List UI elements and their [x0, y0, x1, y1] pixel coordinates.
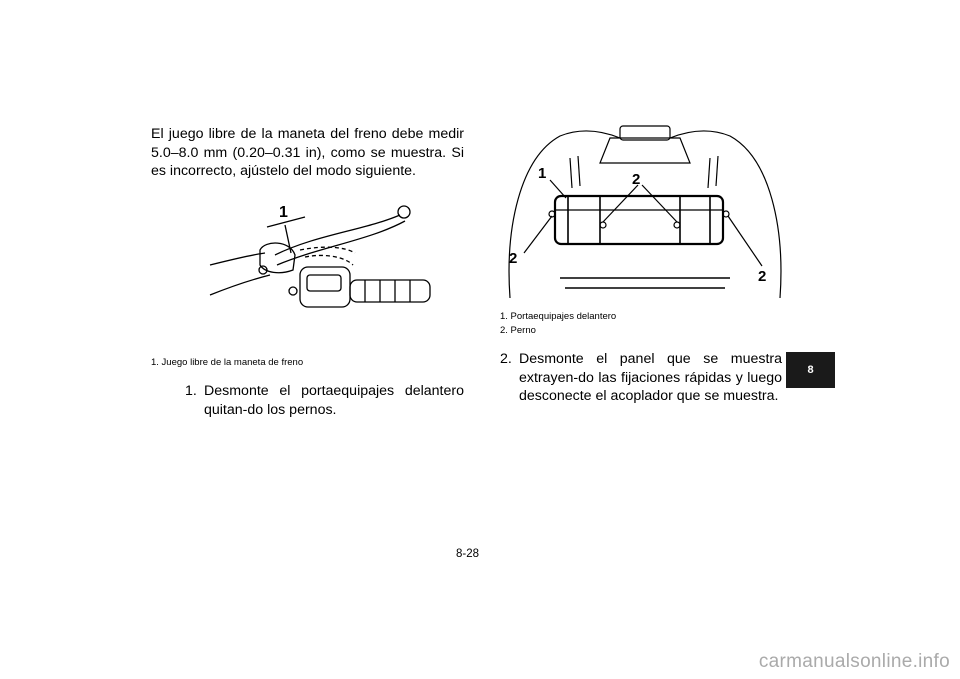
chapter-tab: 8: [786, 352, 835, 388]
step-number: 2.: [500, 351, 512, 367]
brake-lever-illustration: [205, 195, 450, 325]
callout-label: 2: [758, 268, 767, 285]
front-carrier-illustration: [500, 118, 790, 308]
step-number: 1.: [185, 383, 197, 399]
figure-caption-list: [500, 310, 616, 338]
figure-caption: 1. Portaequipajes delantero: [500, 311, 617, 322]
callout-label: 1: [279, 204, 288, 221]
step-item: [500, 350, 782, 406]
figure-caption: 1. Juego libre de la maneta de freno: [151, 357, 304, 368]
intro-paragraph: El juego libre de la maneta del freno debe medir 5.0–8.0 mm (0.20–0.31 in), como se muestra. Si es incorrecto, ajústelo del modo siguiente.: [151, 126, 464, 179]
step-text: Desmonte el panel que se muestra extrayen-do las fijaciones rápidas y luego desconecte el acoplador que se muestra.: [519, 351, 782, 404]
callout-label: 2: [509, 250, 518, 267]
callout-label: 2: [632, 171, 641, 188]
page-number: 8-28: [456, 548, 480, 560]
step-item: [185, 382, 464, 419]
watermark: carmanualsonline.info: [758, 651, 950, 672]
callout-label: 1: [538, 165, 547, 182]
figure-caption: 2. Perno: [500, 325, 536, 336]
step-text: Desmonte el portaequipajes delantero quitan-do los pernos.: [204, 383, 464, 418]
